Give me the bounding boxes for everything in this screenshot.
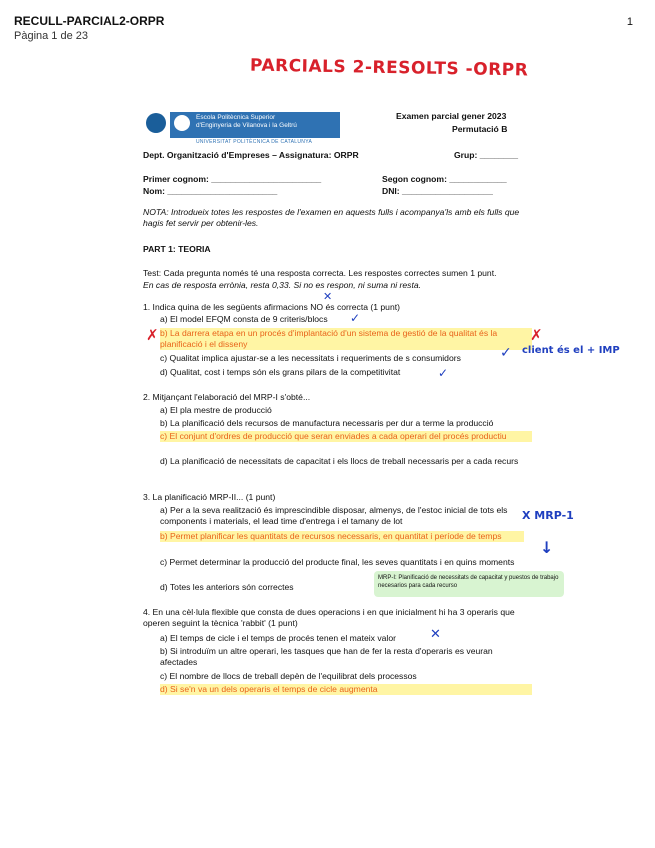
- check-mark-icon: ✓: [350, 311, 361, 325]
- q4-option-a: a) El temps de cicle i el temps de procés tenen el mateix valor: [160, 633, 396, 643]
- upc-logo-icon: [146, 113, 166, 133]
- page-indicator: Pàgina 1 de 23: [14, 30, 89, 42]
- first-surname-field: Primer cognom: _______________________: [143, 174, 322, 184]
- q3-option-d: d) Totes les anteriors són correctes: [160, 582, 294, 592]
- q1-option-b: b) La darrera etapa en un procés d'implantació d'un sistema de gestió de la qualitat és la planificació i el disseny: [160, 328, 532, 350]
- check-mark-icon: ✓: [500, 345, 512, 361]
- cross-mark-icon: ✕: [430, 627, 441, 642]
- q4-option-c: c) El nombre de llocs de treball depèn de l'equilibrat dels processos: [160, 671, 417, 681]
- school-line1: Escola Politècnica Superior: [196, 114, 276, 121]
- q1-option-d: d) Qualitat, cost i temps són els grans pilars de la competitivitat: [160, 367, 401, 377]
- q3-option-c: c) Permet determinar la producció del producte final, les seves quantitats i en quins moments: [160, 557, 515, 567]
- group-field: Grup: ________: [454, 150, 519, 160]
- question-3-stem: 3. La planificació MRP-II... (1 punt): [143, 492, 276, 502]
- school-logo: [170, 112, 340, 138]
- permutation: Permutació B: [452, 124, 508, 134]
- q1-handwritten-note: client és el + IMP: [522, 345, 620, 356]
- name-field: Nom: _______________________: [143, 186, 278, 196]
- question-1-stem: 1. Indica quina de les següents afirmacions NO és correcta (1 punt): [143, 302, 400, 312]
- dni-field: DNI: ___________________: [382, 186, 493, 196]
- question-4-stem: 4. En una cèl·lula flexible que consta de dues operacions i en que inicialment hi ha 3 operaris que operen seguint la tècnica 'rabbit' (1 punt): [143, 607, 515, 628]
- instructions-line2: En cas de resposta errònia, resta 0,33. Si no es respon, ni suma ni resta.: [143, 280, 422, 290]
- q1-option-a: a) El model EFQM consta de 9 criteris/blocs: [160, 314, 328, 324]
- department-line: Dept. Organització d'Empreses – Assignatura: ORPR: [143, 150, 359, 160]
- q2-option-b: b) La planificació dels recursos de manufactura necessaris per dur a terme la producció: [160, 418, 494, 428]
- q2-option-a: a) El pla mestre de producció: [160, 405, 272, 415]
- instructions-line1: Test: Cada pregunta només té una resposta correcta. Les respostes correctes sumen 1 punt.: [143, 268, 497, 278]
- part1-title: PART 1: TEORIA: [143, 244, 211, 254]
- arrow-icon: ↓: [540, 538, 554, 557]
- q3-option-a: a) Per a la seva realització és imprescindible disposar, almenys, de l'estoc inicial de tots els components i materials, el lead time d'entrega i el tamany de lot: [160, 505, 508, 526]
- q3-handwritten-note: X MRP-1: [522, 509, 574, 522]
- q1-option-c: c) Qualitat implica ajustar-se a les necessitats i requeriments de s consumidors: [160, 353, 461, 363]
- second-surname-field: Segon cognom: ____________: [382, 174, 507, 184]
- exam-title: Examen parcial gener 2023: [396, 111, 507, 121]
- q3-option-b: b) Permet planificar les quantitats de recursos necessaris, en quantitat i període de temps: [160, 531, 524, 542]
- cross-mark-icon: ✕: [323, 290, 333, 303]
- exam-note: NOTA: Introdueix totes les respostes de l'examen en aquests fulls i acompanya'ls amb els fulls que hagis fet servir per obtenir-les.: [143, 207, 520, 228]
- wrong-mark-icon: ✗: [530, 326, 543, 344]
- page-number: 1: [626, 16, 633, 28]
- handwritten-title: PARCIALS 2-RESOLTS -ORPR: [249, 55, 529, 81]
- q3-annotation-box: MRP-I: Planificació de necessitats de capacitat y puestos de trabajo necesarios para cada recurso: [374, 571, 564, 597]
- question-2-stem: 2. Mitjançant l'elaboració del MRP-I s'obté...: [143, 392, 311, 402]
- q4-option-d: d) Si se'n va un dels operaris el temps de cicle augmenta: [160, 684, 532, 695]
- document-title: RECULL-PARCIAL2-ORPR: [14, 14, 165, 28]
- check-mark-icon: ✓: [438, 366, 449, 380]
- school-line2: d'Enginyeria de Vilanova i la Geltrú: [196, 122, 297, 129]
- wrong-mark-icon: ✗: [146, 326, 159, 344]
- school-emblem-icon: [174, 115, 190, 131]
- university-name: UNIVERSITAT POLITÈCNICA DE CATALUNYA: [196, 139, 313, 145]
- q2-option-c: c) El conjunt d'ordres de producció que seran enviades a cada operari del procés productiu: [160, 431, 532, 442]
- q2-option-d: d) La planificació de necessitats de capacitat i els llocs de treball necessaris per a cada recurs: [160, 456, 519, 466]
- q4-option-b: b) Si introduïm un altre operari, les tasques que han de fer la resta d'operaris es veuran afectades: [160, 646, 493, 667]
